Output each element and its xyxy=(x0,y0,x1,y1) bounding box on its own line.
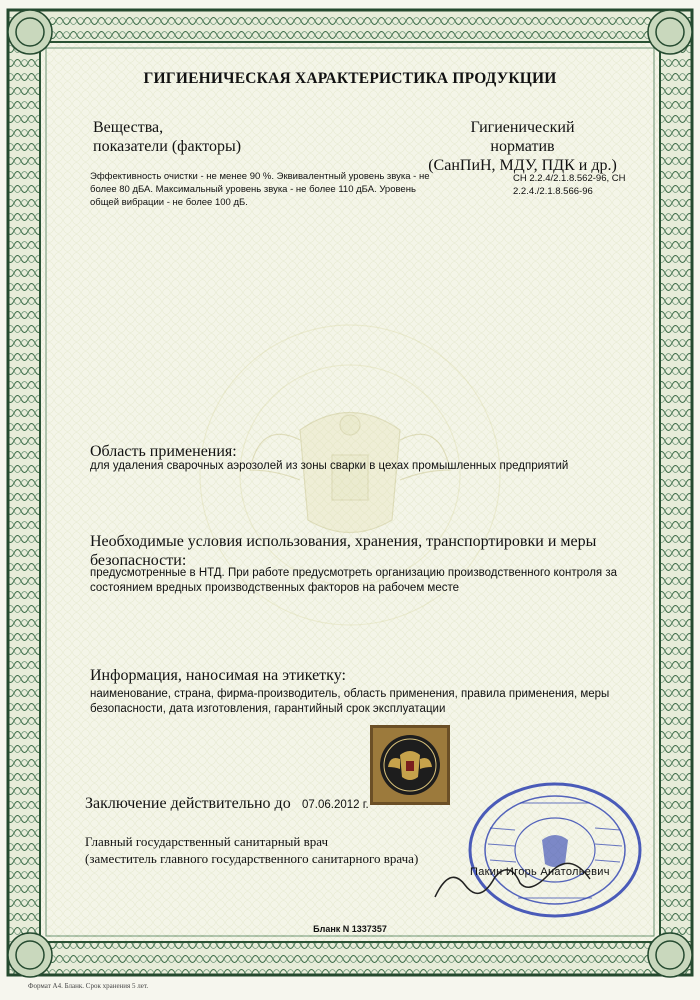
conditions-heading xyxy=(90,532,650,570)
handwritten-signature-icon xyxy=(430,855,640,905)
norms-line1: СН 2.2.4/2.1.8.562-96, СН xyxy=(513,173,626,184)
norm-header-line1: Гигиенический xyxy=(470,119,575,136)
label-info-line2: безопасности, дата изготовления, гарантийный срок эксплуатации xyxy=(90,703,446,715)
conditions-text-line2: состоянием вредных производственных факторов на рабочем месте xyxy=(90,582,460,594)
indicators-line3: общей вибрации - не более 100 дБ. xyxy=(90,197,248,208)
conditions-text xyxy=(90,566,660,596)
norm-header xyxy=(415,118,630,175)
validity-label: Заключение действительно до xyxy=(85,795,291,812)
indicators-line2: более 80 дБА. Максимальный уровень звука - не более 110 дБА. Уровень xyxy=(90,184,416,195)
scope-text: для удаления сварочных аэрозолей из зоны сварки в цехах промышленных предприятий xyxy=(90,460,569,472)
substances-header xyxy=(93,118,293,156)
format-note: Формат А4. Бланк. Срок хранения 5 лет. xyxy=(28,982,149,990)
validity-date: 07.06.2012 г. xyxy=(302,799,369,811)
norm-header-line3: (СанПиН, МДУ, ПДК и др.) xyxy=(428,157,617,174)
signatory-title: Главный государственный санитарный врач xyxy=(85,834,329,849)
conditions-heading-line1: Необходимые условия использования, хранения, транспортировки и меры xyxy=(90,533,597,550)
document-title: ГИГИЕНИЧЕСКАЯ ХАРАКТЕРИСТИКА ПРОДУКЦИИ xyxy=(143,70,557,87)
signatory-name: Пакин Игорь Анатольевич xyxy=(470,866,610,878)
blank-number: Бланк N 1337357 xyxy=(313,924,387,934)
substances-header-line2: показатели (факторы) xyxy=(93,138,242,155)
label-info-heading: Информация, наносимая на этикетку: xyxy=(90,667,346,684)
signatory-subtitle: (заместитель главного государственного санитарного врача) xyxy=(85,851,419,866)
norm-header-line2: норматив xyxy=(490,138,555,155)
label-info-text xyxy=(90,687,660,717)
conditions-heading-line2: безопасности: xyxy=(90,552,187,569)
scope-heading: Область применения: xyxy=(90,443,237,460)
indicators-text xyxy=(90,170,440,209)
hologram-emblem-icon xyxy=(370,725,450,805)
indicators-line1: Эффективность очистки - не менее 90 %. Эквивалентный уровень звука - не xyxy=(90,171,430,182)
norms-line2: 2.2.4./2.1.8.566-96 xyxy=(513,186,593,197)
substances-header-line1: Вещества, xyxy=(93,119,164,136)
norms-text xyxy=(513,172,648,198)
conditions-text-line1: предусмотренные в НТД. При работе предусмотреть организацию производственного контроля за xyxy=(90,567,617,579)
label-info-line1: наименование, страна, фирма-производитель, область применения, правила применения, меры xyxy=(90,688,610,700)
